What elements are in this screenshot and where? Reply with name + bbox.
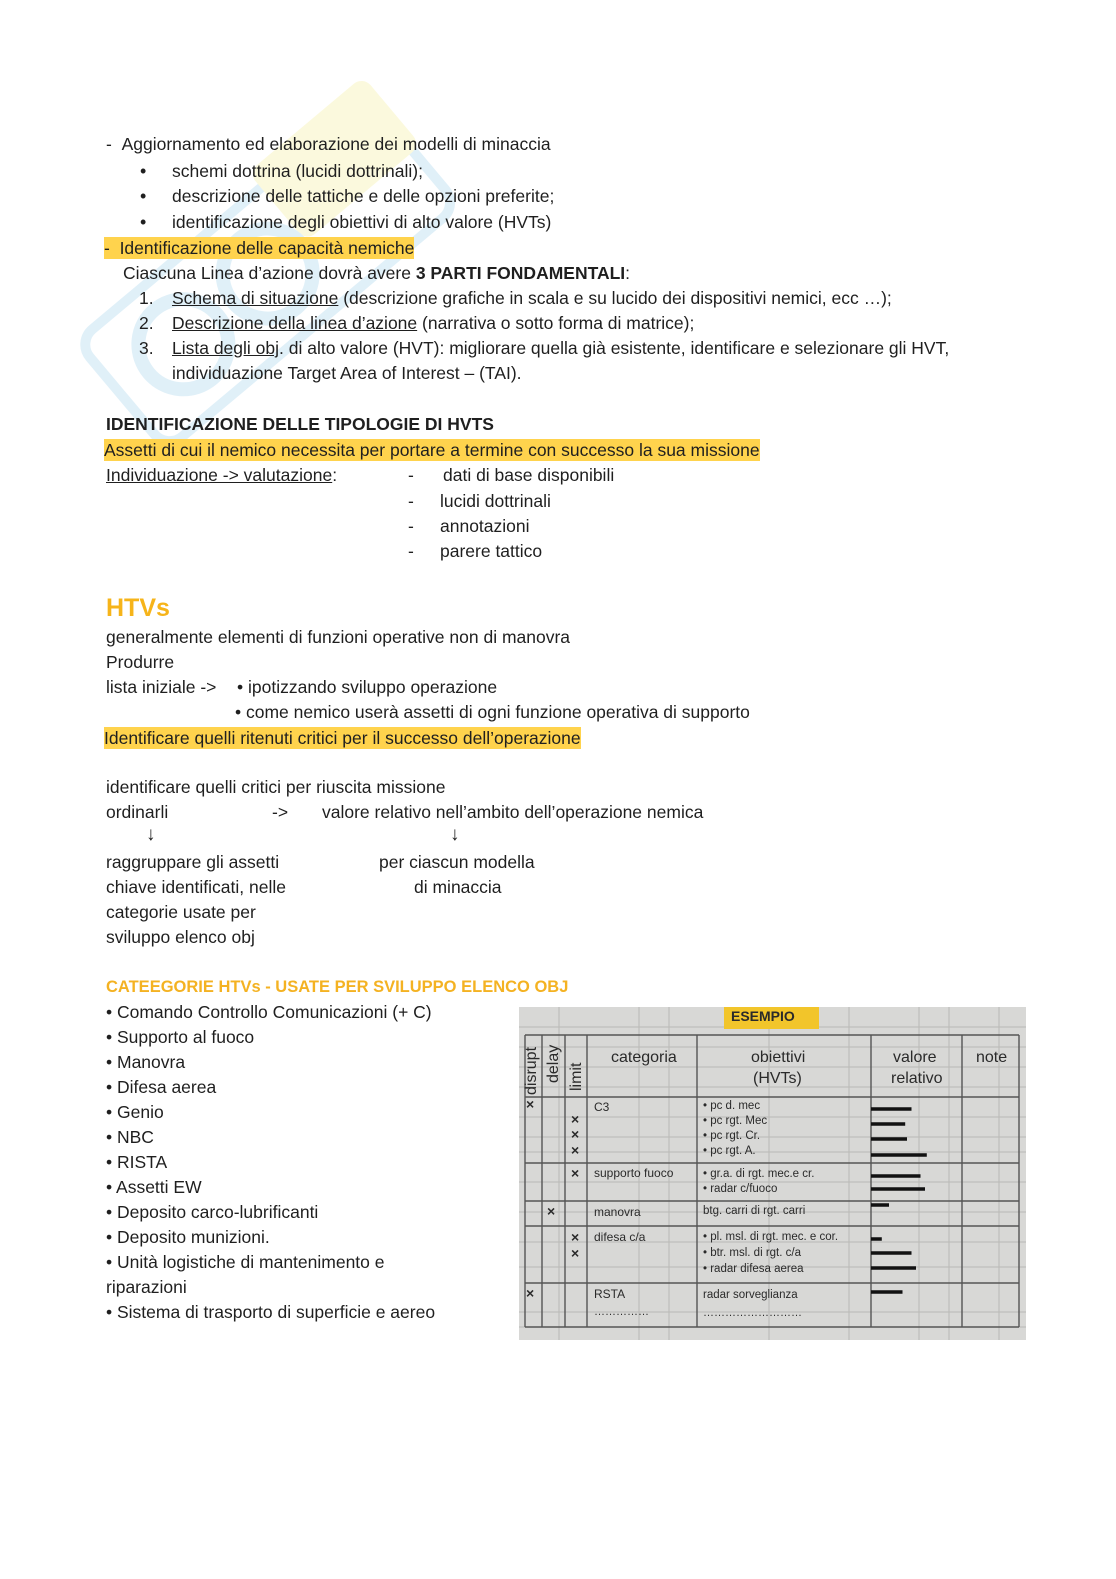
row-obj: • pc rgt. Cr.	[703, 1130, 761, 1142]
intro-bullet: • identificazione degli obiettivi di alto valore (HVTs)	[172, 211, 551, 233]
htvs-line-1: generalmente elementi di funzioni operative non di manovra	[106, 627, 571, 647]
category-item: • Genio	[106, 1102, 164, 1122]
parts-line: Ciascuna Linea d’azione dovrà avere 3 PARTI FONDAMENTALI:	[123, 263, 631, 283]
category-item: • RISTA	[106, 1152, 168, 1172]
mark-limit: ×	[571, 1126, 580, 1142]
hvts-dash: -	[408, 541, 414, 561]
header-hvts: (HVTs)	[753, 1070, 802, 1087]
header-delay: delay	[545, 1044, 562, 1083]
header-obiettivi: obiettivi	[751, 1049, 806, 1066]
right-block-line: per ciascun modella	[379, 852, 535, 872]
row-cat: supporto fuoco	[594, 1166, 674, 1180]
row-obj: • btr. msl. di rgt. c/a	[703, 1247, 801, 1259]
category-item: • Sistema di trasporto di superficie e aereo	[106, 1302, 436, 1322]
row-obj: ………………………	[703, 1307, 802, 1319]
category-item: • Supporto al fuoco	[106, 1027, 255, 1047]
numbered-item-3-cont: individuazione Target Area of Interest – (TAI).	[172, 363, 522, 383]
hvts-dash: -	[408, 465, 414, 485]
left-block-line: sviluppo elenco obj	[106, 927, 255, 947]
mark-limit: ×	[571, 1229, 580, 1245]
numbered-item-3: 3.	[139, 338, 154, 358]
category-item: • Difesa aerea	[106, 1077, 217, 1097]
left-block-line: chiave identificati, nelle	[106, 877, 286, 897]
intro-bullet: • descrizione delle tattiche e delle opzioni preferite;	[172, 185, 554, 207]
row-cat: manovra	[594, 1205, 641, 1219]
hvts-highlight: Assetti di cui il nemico necessita per portare a termine con successo la sua missione	[104, 440, 760, 460]
numbered-item-1-text: Schema di situazione (descrizione grafiche in scala e su lucido dei dispositivi nemici, ecc …);	[172, 288, 892, 308]
row-obj: • radar difesa aerea	[703, 1263, 804, 1275]
mark-disrupt: ×	[526, 1096, 535, 1112]
example-table-photo	[519, 1007, 1026, 1340]
header-note: note	[976, 1049, 1008, 1066]
down-arrow-icon: ↓	[450, 824, 460, 845]
htvs-highlight: Identificare quelli ritenuti critici per il successo dell’operazione	[104, 728, 581, 748]
row-obj: • pc rgt. Mec	[703, 1115, 768, 1127]
category-item: • NBC	[106, 1127, 154, 1147]
hvts-label: Individuazione -> valutazione:	[106, 465, 338, 485]
row-obj: • pc rgt. A.	[703, 1145, 756, 1157]
mark-limit: ×	[571, 1245, 580, 1261]
intro-item-2-highlight: - Identificazione delle capacità nemiche	[104, 238, 415, 258]
left-block-line: categorie usate per	[106, 902, 256, 922]
htvs-heading: HTVs	[106, 594, 170, 622]
intro-bullet: • schemi dottrina (lucidi dottrinali);	[172, 160, 423, 182]
category-item: • Comando Controllo Comunicazioni (+ C)	[106, 1002, 432, 1022]
mark-delay: ×	[547, 1203, 556, 1219]
header-valore: valore	[893, 1049, 937, 1066]
order-right: valore relativo nell’ambito dell’operazione nemica	[322, 802, 704, 822]
intro-item-1: - Aggiornamento ed elaborazione dei modelli di minaccia	[106, 134, 551, 154]
order-arrow: ->	[272, 802, 289, 822]
header-disrupt: disrupt	[523, 1046, 540, 1095]
htvs-line-2: Produrre	[106, 652, 175, 672]
row-obj: btg. carri di rgt. carri	[703, 1205, 806, 1217]
row-obj: radar sorveglianza	[703, 1289, 798, 1301]
example-badge: ESEMPIO	[731, 1008, 795, 1024]
htvs-critical: identificare quelli critici per riuscita missione	[106, 777, 446, 797]
mark-limit: ×	[571, 1142, 580, 1158]
category-item: • Unità logistiche di mantenimento e	[106, 1252, 385, 1272]
header-relativo: relativo	[891, 1070, 943, 1087]
htvs-list-item: • ipotizzando sviluppo operazione	[237, 677, 498, 697]
left-block-line: raggruppare gli assetti	[106, 852, 280, 872]
numbered-item-3-text: Lista degli obj. di alto valore (HVT): migliorare quella già esistente, identificare e selezionare gli HVT,	[172, 338, 950, 358]
category-item: • Deposito carco-lubrificanti	[106, 1202, 319, 1222]
right-block-line: di minaccia	[414, 877, 502, 897]
categories-heading: CATEEGORIE HTVs - USATE PER SVILUPPO ELENCO OBJ	[106, 978, 569, 996]
hvts-item: lucidi dottrinali	[440, 491, 551, 511]
category-item: • Manovra	[106, 1052, 186, 1072]
hvts-item: parere tattico	[440, 541, 543, 561]
hvts-item: annotazioni	[440, 516, 530, 536]
numbered-item-1: 1.	[139, 288, 154, 308]
hvts-item: dati di base disponibili	[443, 465, 615, 485]
mark-limit: ×	[571, 1165, 580, 1181]
hvts-dash: -	[408, 491, 414, 511]
order-left: ordinarli	[106, 802, 169, 822]
mark-disrupt: ×	[526, 1285, 535, 1301]
row-obj: • pl. msl. di rgt. mec. e cor.	[703, 1231, 839, 1243]
row-obj: • gr.a. di rgt. mec.e cr.	[703, 1168, 815, 1180]
category-item: • Assetti EW	[106, 1177, 202, 1197]
section-title-hvts: IDENTIFICAZIONE DELLE TIPOLOGIE DI HVTS	[106, 414, 494, 434]
row-obj: • pc d. mec	[703, 1100, 761, 1112]
hvts-dash: -	[408, 516, 414, 536]
htvs-list-label: lista iniziale ->	[106, 677, 217, 697]
row-cat: C3	[594, 1100, 610, 1114]
category-item: riparazioni	[106, 1277, 187, 1297]
row-cat: difesa c/a	[594, 1230, 646, 1244]
row-obj: • radar c/fuoco	[703, 1183, 778, 1195]
numbered-item-2-text: Descrizione della linea d’azione (narrativa o sotto forma di matrice);	[172, 313, 695, 333]
mark-limit: ×	[571, 1111, 580, 1127]
row-cat: RSTA	[594, 1287, 626, 1301]
down-arrow-icon: ↓	[146, 824, 156, 845]
numbered-item-2: 2.	[139, 313, 154, 333]
header-limit: limit	[568, 1062, 585, 1091]
category-item: • Deposito munizioni.	[106, 1227, 270, 1247]
header-categoria: categoria	[611, 1049, 677, 1066]
htvs-list-item: • come nemico userà assetti di ogni funzione operativa di supporto	[235, 702, 750, 722]
row-cat: ……………	[594, 1306, 649, 1318]
